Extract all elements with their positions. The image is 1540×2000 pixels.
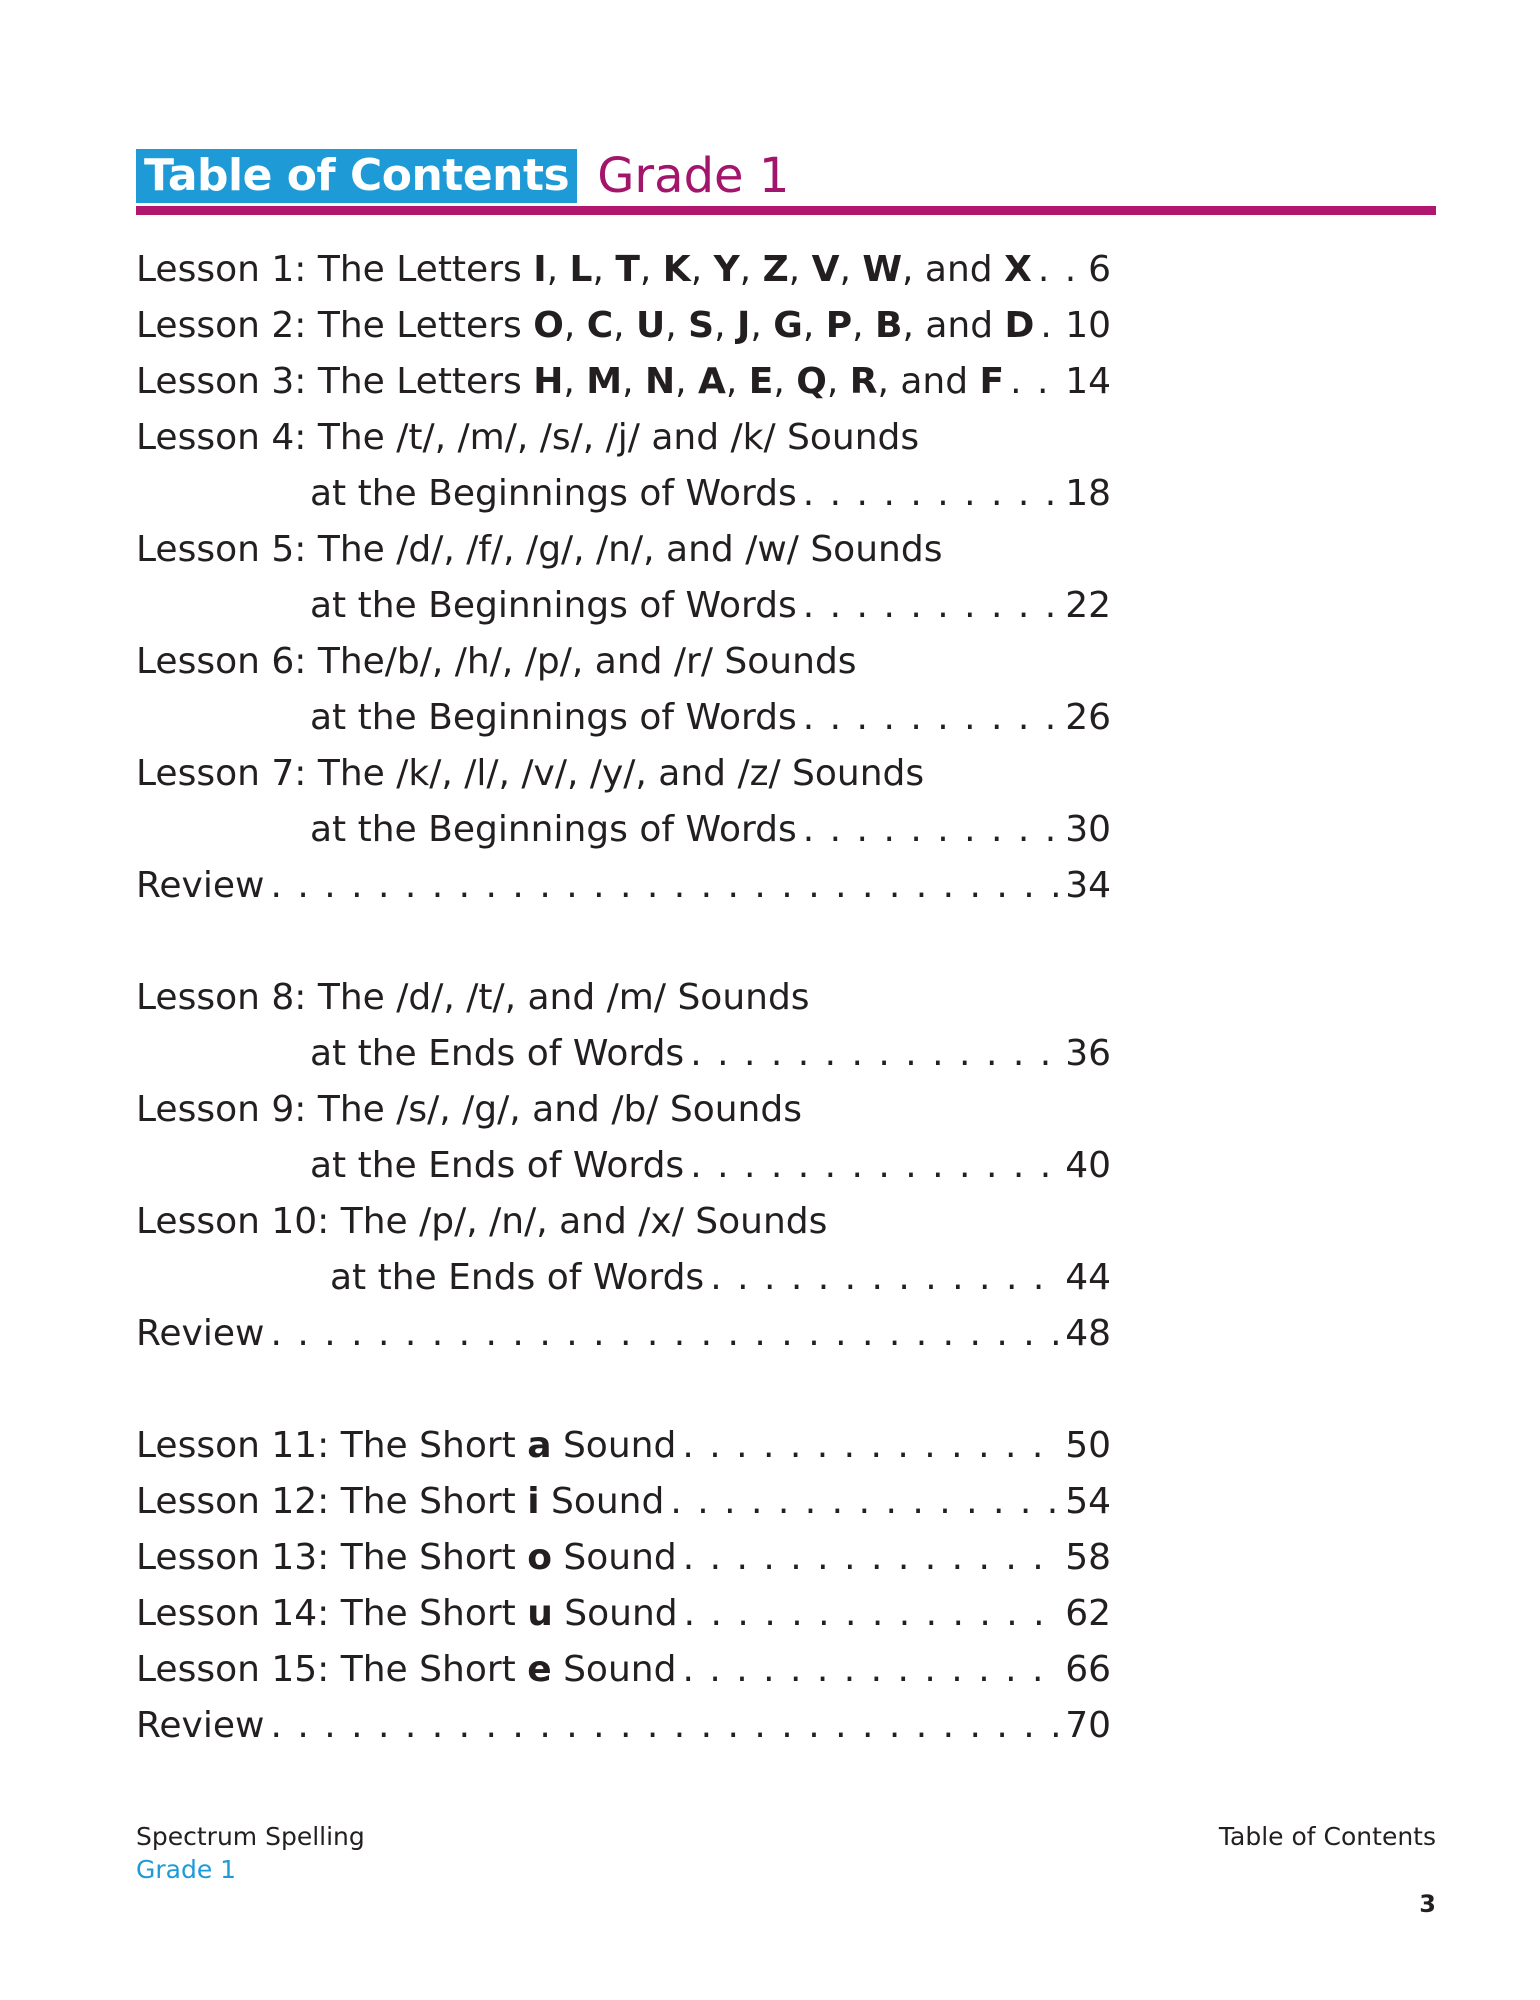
toc-entry-title	[136, 1642, 676, 1698]
toc-text: ,	[622, 361, 645, 402]
toc-entry-title	[136, 1194, 827, 1250]
page-header	[136, 140, 1436, 212]
toc-entry	[136, 410, 1111, 466]
toc-page-number: 26	[1065, 697, 1111, 738]
toc-entry-title	[310, 690, 797, 746]
toc-text: at the Beginnings of Words	[310, 809, 797, 850]
toc-leader-dots	[270, 1698, 1059, 1754]
toc-entry-title	[136, 242, 1032, 298]
toc-text: Review	[136, 1313, 265, 1354]
toc-bold-letter: e	[527, 1649, 552, 1690]
toc-text: ,	[690, 249, 714, 290]
toc-page-number: 54	[1065, 1481, 1111, 1522]
toc-entry-title	[310, 1138, 684, 1194]
toc-text: Lesson 6: The/b/, /h/, /p/, and /r/ Sounds	[136, 641, 857, 682]
toc-leader-dots	[270, 1306, 1059, 1362]
toc-page-number: 22	[1065, 585, 1111, 626]
toc-entry-title	[136, 1530, 677, 1586]
toc-text: Lesson 5: The /d/, /f/, /g/, /n/, and /w/ Sounds	[136, 529, 943, 570]
toc-text: Lesson 12: The Short	[136, 1481, 528, 1522]
toc-heading-tag: Table of Contents	[136, 149, 577, 203]
toc-text: ,	[773, 361, 797, 402]
toc-text: ,	[839, 249, 863, 290]
toc-entry	[136, 466, 1111, 522]
toc-leader-dots	[682, 1642, 1059, 1698]
toc-text: Lesson 11: The Short	[136, 1425, 528, 1466]
toc-text: ,	[613, 305, 637, 346]
toc-bold-letter: Z	[762, 249, 789, 290]
toc-bold-letter: N	[644, 361, 676, 402]
toc-page-number: 50	[1065, 1425, 1111, 1466]
toc-entry-title	[136, 410, 919, 466]
toc-text: Review	[136, 865, 265, 906]
toc-text: ,	[739, 249, 763, 290]
toc-text: ,	[714, 305, 737, 346]
toc-bold-letter: u	[527, 1593, 553, 1634]
toc-entry	[136, 578, 1111, 634]
toc-entry	[136, 354, 1111, 410]
toc-bold-letter: o	[527, 1537, 552, 1578]
toc-entry	[136, 1306, 1111, 1362]
toc-bold-letter: G	[773, 305, 803, 346]
toc-bold-letter: S	[688, 305, 715, 346]
toc-bold-letter: I	[533, 249, 547, 290]
toc-text: , and	[902, 305, 1005, 346]
toc-bold-letter: B	[875, 305, 903, 346]
toc-spacer	[136, 914, 1111, 970]
toc-text: Lesson 8: The /d/, /t/, and /m/ Sounds	[136, 977, 810, 1018]
toc-entry-title	[310, 802, 797, 858]
toc-bold-letter: H	[533, 361, 564, 402]
toc-page-number: 66	[1065, 1649, 1111, 1690]
toc-bold-letter: M	[586, 361, 623, 402]
toc-page-number: 70	[1065, 1705, 1111, 1746]
toc-bold-letter: A	[697, 361, 726, 402]
toc-text: Lesson 2: The Letters	[136, 305, 534, 346]
toc-leader-dots	[682, 1418, 1059, 1474]
toc-bold-letter: K	[662, 249, 691, 290]
toc-entry-title	[136, 970, 810, 1026]
toc-spacer	[136, 1362, 1111, 1418]
toc-text: ,	[802, 305, 826, 346]
toc-text: ,	[750, 305, 774, 346]
toc-bold-letter: Y	[713, 249, 740, 290]
toc-text: ,	[852, 305, 875, 346]
toc-page-number: 36	[1065, 1033, 1111, 1074]
toc-entry	[136, 1474, 1111, 1530]
toc-entry	[136, 802, 1111, 858]
toc-leader-dots	[1040, 298, 1059, 354]
toc-text: Sound	[552, 1593, 678, 1634]
toc-text: Lesson 14: The Short	[136, 1593, 528, 1634]
toc-entry-title	[136, 1306, 264, 1362]
toc-leader-dots	[710, 1250, 1059, 1306]
toc-leader-dots	[803, 466, 1059, 522]
toc-page-number: 62	[1065, 1593, 1111, 1634]
toc-page-number: 6	[1088, 249, 1111, 290]
toc-text: Lesson 3: The Letters	[136, 361, 534, 402]
toc-bold-letter: R	[849, 361, 878, 402]
toc-page-number: 48	[1065, 1313, 1111, 1354]
toc-text: Review	[136, 1705, 265, 1746]
header-divider	[136, 206, 1436, 215]
toc-bold-letter: V	[811, 249, 840, 290]
toc-bold-letter: Q	[796, 361, 827, 402]
toc-bold-letter: C	[586, 305, 614, 346]
toc-text: Sound	[551, 1537, 677, 1578]
toc-list	[136, 242, 1111, 1754]
toc-page-number: 14	[1065, 361, 1111, 402]
toc-text: ,	[639, 249, 663, 290]
toc-leader-dots	[670, 1474, 1059, 1530]
toc-text: Lesson 13: The Short	[136, 1537, 528, 1578]
toc-text: Lesson 1: The Letters	[136, 249, 534, 290]
toc-page-number: 44	[1065, 1257, 1111, 1298]
toc-text: at the Beginnings of Words	[310, 473, 797, 514]
toc-leader-dots	[690, 1026, 1059, 1082]
toc-text: at the Ends of Words	[310, 1033, 685, 1074]
toc-entry-title	[330, 1250, 704, 1306]
toc-entry	[136, 522, 1111, 578]
toc-page-number: 58	[1065, 1537, 1111, 1578]
toc-bold-letter: U	[636, 305, 666, 346]
toc-bold-letter: J	[736, 305, 751, 346]
toc-leader-dots	[803, 578, 1059, 634]
toc-text: ,	[546, 249, 570, 290]
toc-page-number: 10	[1065, 305, 1111, 346]
toc-entry	[136, 298, 1111, 354]
toc-entry	[136, 242, 1111, 298]
toc-text: Lesson 4: The /t/, /m/, /s/, /j/ and /k/ Sounds	[136, 417, 920, 458]
toc-text: , and	[902, 249, 1005, 290]
toc-entry	[136, 1418, 1111, 1474]
toc-entry	[136, 746, 1111, 802]
toc-entry-title	[136, 858, 264, 914]
toc-text: ,	[725, 361, 749, 402]
toc-entry	[136, 970, 1111, 1026]
toc-entry-title	[136, 634, 857, 690]
toc-text: Lesson 7: The /k/, /l/, /v/, /y/, and /z/ Sounds	[136, 753, 925, 794]
toc-entry	[136, 1698, 1111, 1754]
toc-text: at the Beginnings of Words	[310, 697, 797, 738]
toc-page-number: 30	[1065, 809, 1111, 850]
toc-text: ,	[563, 361, 587, 402]
toc-leader-dots	[1010, 354, 1059, 410]
toc-text: Sound	[539, 1481, 665, 1522]
toc-entry	[136, 1586, 1111, 1642]
toc-bold-letter: L	[569, 249, 593, 290]
toc-text: Sound	[551, 1649, 677, 1690]
toc-entry	[136, 634, 1111, 690]
toc-bold-letter: T	[615, 249, 640, 290]
toc-text: ,	[563, 305, 587, 346]
toc-text: ,	[665, 305, 689, 346]
toc-text: , and	[877, 361, 980, 402]
toc-text: ,	[788, 249, 812, 290]
toc-text: Lesson 10: The /p/, /n/, and /x/ Sounds	[136, 1201, 828, 1242]
toc-text: ,	[826, 361, 850, 402]
toc-leader-dots	[1038, 242, 1082, 298]
toc-entry	[136, 690, 1111, 746]
toc-entry	[136, 1530, 1111, 1586]
toc-bold-letter: E	[748, 361, 774, 402]
toc-bold-letter: O	[533, 305, 564, 346]
toc-entry-title	[136, 298, 1034, 354]
toc-text: at the Ends of Words	[310, 1145, 685, 1186]
toc-bold-letter: P	[825, 305, 853, 346]
toc-entry-title	[310, 1026, 684, 1082]
toc-bold-letter: X	[1004, 249, 1032, 290]
toc-entry	[136, 1250, 1111, 1306]
toc-text: Lesson 15: The Short	[136, 1649, 528, 1690]
toc-page-number: 40	[1065, 1145, 1111, 1186]
toc-entry	[136, 1194, 1111, 1250]
toc-entry-title	[310, 578, 797, 634]
toc-entry	[136, 1138, 1111, 1194]
toc-entry-title	[136, 354, 1004, 410]
toc-text: at the Ends of Words	[330, 1257, 705, 1298]
toc-leader-dots	[803, 802, 1059, 858]
toc-entry-title	[136, 1698, 264, 1754]
toc-entry-title	[136, 1082, 802, 1138]
toc-leader-dots	[690, 1138, 1059, 1194]
toc-page-number: 34	[1065, 865, 1111, 906]
toc-entry	[136, 1026, 1111, 1082]
toc-leader-dots	[803, 690, 1059, 746]
toc-entry-title	[310, 466, 797, 522]
toc-leader-dots	[684, 1586, 1060, 1642]
footer-grade: Grade 1	[136, 1855, 237, 1884]
toc-page-number: 18	[1065, 473, 1111, 514]
footer-book-title: Spectrum Spelling	[136, 1822, 365, 1851]
toc-entry-title	[136, 1418, 676, 1474]
toc-entry-title	[136, 522, 942, 578]
toc-entry-title	[136, 1586, 678, 1642]
grade-heading: Grade 1	[597, 148, 790, 204]
page-number: 3	[1419, 1890, 1436, 1918]
footer-section-title: Table of Contents	[1218, 1822, 1436, 1851]
toc-bold-letter: i	[527, 1481, 540, 1522]
toc-text: Lesson 9: The /s/, /g/, and /b/ Sounds	[136, 1089, 802, 1130]
toc-entry	[136, 1642, 1111, 1698]
toc-entry	[136, 858, 1111, 914]
toc-leader-dots	[270, 858, 1059, 914]
toc-bold-letter: D	[1004, 305, 1035, 346]
toc-text: ,	[675, 361, 698, 402]
toc-bold-letter: F	[979, 361, 1005, 402]
toc-bold-letter: a	[527, 1425, 552, 1466]
toc-text: at the Beginnings of Words	[310, 585, 797, 626]
toc-entry-title	[136, 746, 924, 802]
toc-entry	[136, 1082, 1111, 1138]
toc-text: ,	[592, 249, 616, 290]
toc-text: Sound	[551, 1425, 677, 1466]
toc-bold-letter: W	[862, 249, 903, 290]
footer-left	[136, 1820, 365, 1886]
toc-entry-title	[136, 1474, 664, 1530]
toc-leader-dots	[683, 1530, 1059, 1586]
